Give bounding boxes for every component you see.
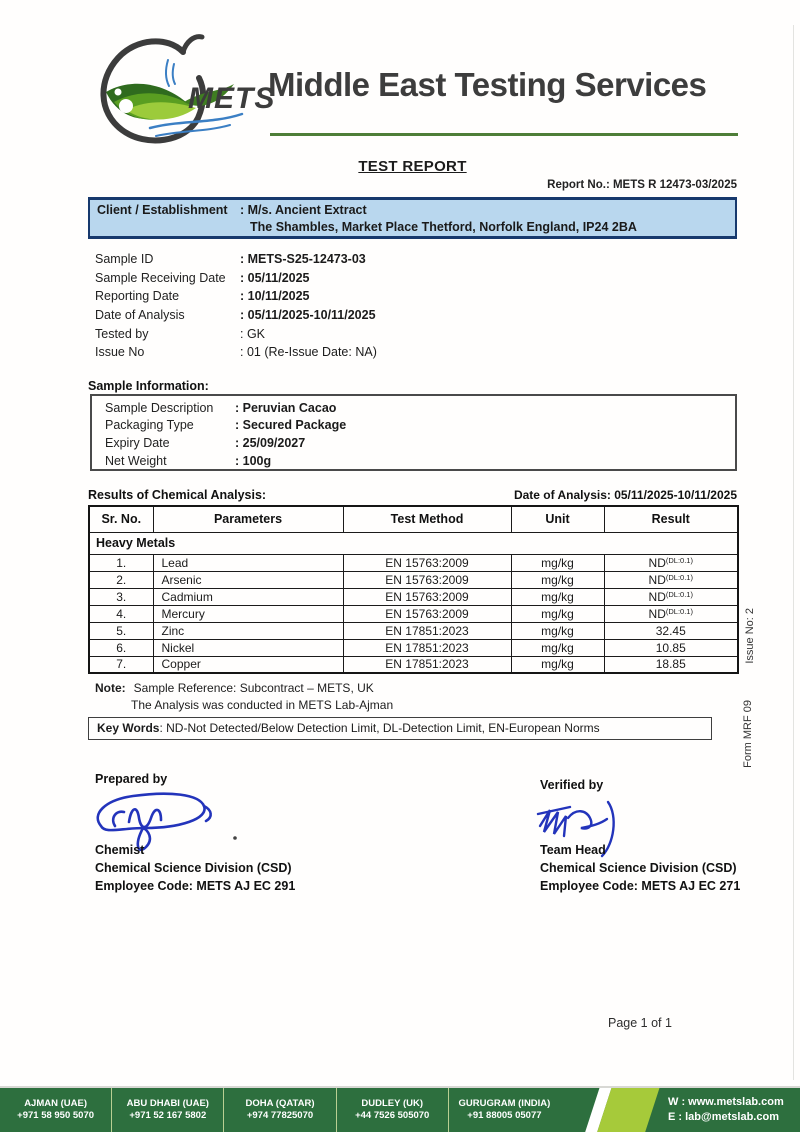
result-detection-limit: (DL:0.1) [665, 589, 693, 599]
col-sr-no: Sr. No. [89, 506, 153, 532]
prepared-employee-code: Employee Code: METS AJ EC 291 [95, 879, 296, 893]
packaging-type-row [105, 417, 735, 435]
result-value: ND [648, 572, 666, 587]
result [604, 571, 738, 588]
page-number: Page 1 of 1 [608, 1016, 672, 1030]
field-value: : 01 (Re-Issue Date: NA) [240, 345, 377, 360]
footer-contact [668, 1095, 784, 1125]
sample-information-box [90, 394, 737, 471]
unit: mg/kg [511, 639, 604, 656]
office-phone: +971 52 167 5802 [129, 1110, 207, 1121]
col-result: Result [604, 506, 738, 532]
result [604, 622, 738, 639]
office-phone: +971 58 950 5070 [17, 1110, 95, 1121]
parameter: Mercury [153, 605, 343, 622]
office-abu-dhabi [112, 1088, 224, 1132]
result-value: ND [648, 589, 666, 604]
office-name: GURUGRAM (INDIA) [458, 1097, 551, 1109]
side-note-form-number: Form MRF 09 [742, 700, 754, 768]
sr-no: 1. [89, 554, 153, 571]
footer-offices [0, 1088, 560, 1132]
field-label: Sample Description [105, 400, 214, 415]
parameter: Arsenic [153, 571, 343, 588]
table-row [89, 605, 738, 622]
field-value: : 25/09/2027 [235, 435, 306, 450]
field-value: : 10/11/2025 [240, 289, 310, 304]
svg-text:METS: METS [188, 82, 273, 115]
table-row [89, 656, 738, 673]
group-label: Heavy Metals [89, 532, 738, 554]
sample-id-row [95, 250, 655, 269]
result-detection-limit: (DL:0.1) [665, 555, 693, 565]
test-method: EN 17851:2023 [343, 656, 511, 673]
sample-description-row [105, 399, 735, 417]
result [604, 605, 738, 622]
tested-by-row [95, 324, 655, 343]
issue-no-row [95, 343, 655, 362]
field-value: : METS-S25-12473-03 [240, 252, 366, 267]
parameter: Copper [153, 656, 343, 673]
reporting-date-row [95, 287, 655, 306]
results-heading-row [88, 488, 737, 502]
table-row [89, 571, 738, 588]
result-detection-limit: (DL:0.1) [665, 606, 693, 616]
field-value: : 100g [235, 453, 272, 468]
test-method: EN 15763:2009 [343, 554, 511, 571]
result-value: ND [648, 555, 666, 570]
office-phone: +44 7526 505070 [355, 1110, 430, 1121]
footer-website: W : www.metslab.com [668, 1096, 784, 1108]
mets-logo [88, 30, 273, 148]
note-line-1 [95, 681, 374, 695]
key-words-box [88, 717, 712, 740]
brand-underline [270, 133, 738, 136]
field-label: Sample ID [95, 252, 154, 267]
test-method: EN 15763:2009 [343, 571, 511, 588]
parameter: Cadmium [153, 588, 343, 605]
client-label: Client / Establishment [97, 203, 228, 217]
field-value: : GK [240, 326, 266, 341]
field-label: Reporting Date [95, 289, 180, 304]
footer-band [0, 1088, 800, 1132]
col-parameters: Parameters [153, 506, 343, 532]
unit: mg/kg [511, 622, 604, 639]
field-label: Tested by [95, 326, 149, 341]
expiry-date-row [105, 434, 735, 452]
office-phone: +91 88005 05077 [467, 1110, 542, 1121]
client-name: : M/s. Ancient Extract [240, 203, 367, 217]
result-value: 32.45 [655, 623, 686, 638]
parameter: Lead [153, 554, 343, 571]
prepared-role: Chemist [95, 843, 145, 857]
receiving-date-row [95, 269, 655, 288]
result [604, 588, 738, 605]
result-value: 10.85 [655, 640, 686, 655]
test-method: EN 15763:2009 [343, 605, 511, 622]
parameter: Zinc [153, 622, 343, 639]
field-label: Sample Receiving Date [95, 270, 226, 285]
office-doha [224, 1088, 336, 1132]
unit: mg/kg [511, 571, 604, 588]
prepared-by-label: Prepared by [95, 772, 168, 786]
result [604, 656, 738, 673]
table-row [89, 639, 738, 656]
results-date-of-analysis: Date of Analysis: 05/11/2025-10/11/2025 [513, 488, 737, 502]
unit: mg/kg [511, 656, 604, 673]
note-text: Sample Reference: Subcontract – METS, UK [133, 681, 374, 695]
field-label: Net Weight [105, 453, 167, 468]
key-words-text: : ND-Not Detected/Below Detection Limit, DL-Detection Limit, EN-European Norms [159, 721, 600, 735]
field-value: : Peruvian Cacao [235, 400, 337, 415]
sr-no: 2. [89, 571, 153, 588]
col-unit: Unit [511, 506, 604, 532]
client-box [88, 197, 737, 239]
office-name: DUDLEY (UK) [361, 1097, 423, 1109]
test-method: EN 17851:2023 [343, 622, 511, 639]
office-name: ABU DHABI (UAE) [126, 1097, 209, 1109]
sr-no: 4. [89, 605, 153, 622]
table-row [89, 588, 738, 605]
field-label: Date of Analysis [95, 308, 185, 323]
unit: mg/kg [511, 554, 604, 571]
test-method: EN 15763:2009 [343, 588, 511, 605]
field-label: Issue No [95, 345, 145, 360]
office-phone: +974 77825070 [246, 1110, 314, 1121]
field-value: : Secured Package [235, 418, 347, 433]
result-value: ND [648, 606, 666, 621]
side-note-issue-no: Issue No: 2 [744, 608, 756, 664]
verified-role: Team Head [540, 843, 606, 857]
report-heading: TEST REPORT [358, 158, 467, 175]
results-table [88, 505, 739, 674]
office-name: DOHA (QATAR) [245, 1097, 315, 1109]
verified-division: Chemical Science Division (CSD) [540, 861, 737, 875]
key-words-label: Key Words [97, 721, 160, 735]
result [604, 639, 738, 656]
prepared-division: Chemical Science Division (CSD) [95, 861, 292, 875]
field-label: Expiry Date [105, 435, 170, 450]
sr-no: 7. [89, 656, 153, 673]
office-gurugram [449, 1088, 560, 1132]
sample-information-heading: Sample Information: [88, 379, 209, 393]
mets-logo-icon [88, 30, 273, 148]
office-dudley [337, 1088, 449, 1132]
field-label: Packaging Type [105, 418, 194, 433]
brand-title: Middle East Testing Services [268, 66, 707, 103]
note-line-2: The Analysis was conducted in METS Lab-Ajman [131, 698, 394, 712]
verified-employee-code: Employee Code: METS AJ EC 271 [540, 879, 741, 893]
verified-by-label: Verified by [540, 778, 604, 792]
result [604, 554, 738, 571]
field-value: : 05/11/2025 [240, 270, 310, 285]
note-label: Note: [95, 681, 126, 695]
prepared-by-block [95, 841, 295, 895]
col-test-method: Test Method [343, 506, 511, 532]
results-heading: Results of Chemical Analysis: [88, 488, 267, 502]
footer-email: E : lab@metslab.com [668, 1111, 779, 1123]
test-method: EN 17851:2023 [343, 639, 511, 656]
result-value: 18.85 [655, 657, 686, 672]
sr-no: 5. [89, 622, 153, 639]
net-weight-row [105, 452, 735, 470]
sr-no: 3. [89, 588, 153, 605]
unit: mg/kg [511, 605, 604, 622]
table-row [89, 622, 738, 639]
page-edge-line [793, 25, 794, 1080]
report-number: Report No.: METS R 12473-03/2025 [547, 179, 737, 191]
analysis-date-row [95, 306, 655, 325]
office-ajman [0, 1088, 112, 1132]
parameter: Nickel [153, 639, 343, 656]
field-value: : 05/11/2025-10/11/2025 [240, 308, 376, 323]
table-row [89, 554, 738, 571]
group-row [89, 532, 738, 554]
sample-details [95, 250, 655, 362]
office-name: AJMAN (UAE) [24, 1097, 87, 1109]
client-address: The Shambles, Market Place Thetford, Norfolk England, IP24 2BA [250, 220, 637, 234]
sr-no: 6. [89, 639, 153, 656]
unit: mg/kg [511, 588, 604, 605]
verified-by-block [540, 841, 740, 895]
result-detection-limit: (DL:0.1) [665, 572, 693, 582]
results-header-row [89, 506, 738, 532]
